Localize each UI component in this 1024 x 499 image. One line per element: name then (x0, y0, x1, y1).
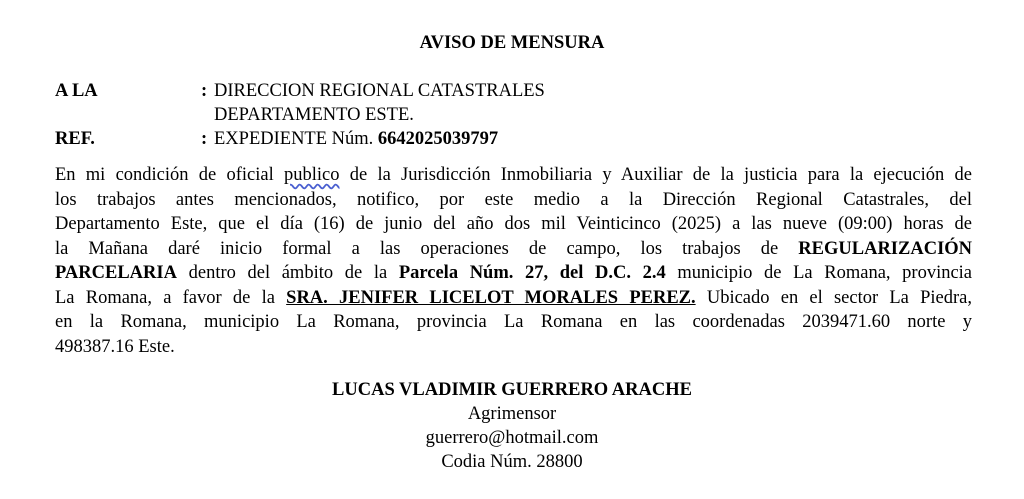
paragraph-line-7: en la Romana, municipio La Romana, provincia La Romana en las coordenadas 2039471.60 norte y (55, 312, 972, 332)
work-type-bold-2: PARCELARIA (55, 263, 177, 283)
ref-label: REF. (55, 129, 95, 149)
to-label: A LA (55, 81, 98, 101)
paragraph-line-6: La Romana, a favor de la SRA. JENIFER LICELOT MORALES PEREZ. Ubicado en el sector La Piedra, (55, 287, 972, 308)
ref-prefix: EXPEDIENTE Núm. (214, 129, 374, 149)
to-line-2: DEPARTAMENTO ESTE. (214, 105, 414, 125)
owner-name: SRA. JENIFER LICELOT MORALES PEREZ. (286, 287, 696, 308)
paragraph-line-8: 498387.16 Este. (55, 336, 175, 357)
ref-number: 6642025039797 (377, 129, 499, 149)
to-line-1: DIRECCION REGIONAL CATASTRALES (214, 81, 545, 101)
paragraph-line-2: los trabajos antes mencionados, notifico, por este medio a la Dirección Regional Catastrales, del (55, 189, 972, 210)
to-colon: : (201, 81, 208, 101)
surveyor-email: guerrero@hotmail.com (425, 428, 599, 448)
surveyor-codia: Codia Núm. 28800 (441, 452, 583, 472)
paragraph-line-1: En mi condición de oficial publico de la Jurisdicción Inmobiliaria y Auxiliar de la justicia para la ejecución de (55, 165, 972, 185)
ref-colon: : (201, 129, 208, 149)
parcel-reference: Parcela Núm. 27, del D.C. 2.4 (398, 263, 666, 283)
paragraph-line-4: la Mañana daré inicio formal a las operaciones de campo, los trabajos de REGULARIZACIÓN (55, 238, 973, 259)
ref-value (214, 128, 498, 150)
surveyor-role: Agrimensor (467, 404, 557, 424)
paragraph-line-3: Departamento Este, que el día (16) de junio del año dos mil Veinticinco (2025) a las nueve (09:00) horas de (55, 214, 972, 234)
work-type-bold-1: REGULARIZACIÓN (798, 238, 973, 259)
document-title: AVISO DE MENSURA (419, 33, 605, 53)
notice-paragraph (55, 163, 972, 359)
paragraph-line-5: PARCELARIA dentro del ámbito de la Parcela Núm. 27, del D.C. 2.4 municipio de La Romana, provincia (55, 263, 973, 283)
surveyor-name: LUCAS VLADIMIR GUERRERO ARACHE (332, 380, 692, 400)
spellcheck-word: publico (283, 165, 340, 185)
